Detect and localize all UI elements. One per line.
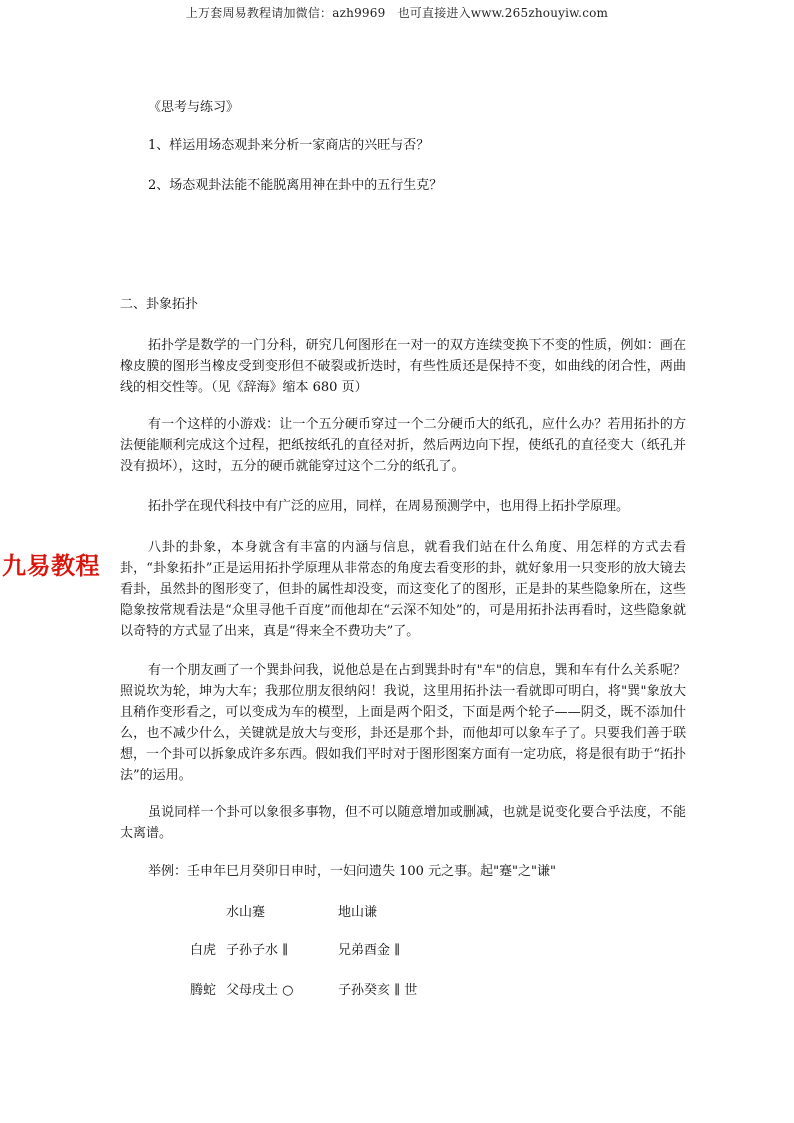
- paragraph-limits: 虽说同样一个卦可以象很多事物，但不可以随意增加或删减，也就是说变化要合乎法度，不能太离谱。: [120, 805, 686, 841]
- paragraph-xun-car: 有一个朋友画了一个巽卦问我，说他总是在占到巽卦时有"车"的信息，巽和车有什么关系呢？照说坎为轮，坤为大车；我那位朋友很纳闷！我说，这里用拓扑法一看就即可明白，将"巽"象放大且稍作变形看之，可以变成为车的模型，上面是两个阳爻，下面是两个轮子——阴爻，既不添加什么，也不减少什么，关键就是放大与变形，卦还是那个卦，而他却可以象车子了。只要我们善于联想，一个卦可以拆象成许多东西。假如我们平时对于图形图案方面有一定功底，将是很有助于“拓扑法”的运用。: [120, 663, 686, 783]
- paragraph-bagua-image: 八卦的卦象，本身就含有丰富的内涵与信息，就看我们站在什么角度、用怎样的方式去看卦，“卦象拓扑”正是运用拓扑学原理从非常态的角度去看变形的卦，就好象用一只变形的放大镜去看卦，虽然卦的图形变了，但卦的属性却没变，而这变化了的图形，正是卦的某些隐象所在，这些隐象按常规看法是“众里寻他千百度”而他却在“云深不知处”的，可是用拓扑法再看时，这些隐象就以奇特的方式显了出来，真是“得来全不费功夫”了。: [120, 540, 686, 639]
- left-hexagram-title: 水山蹇: [226, 905, 266, 920]
- example-line: 举例：壬申年巳月癸卯日申时，一妇问遗失 100 元之事。起"蹇"之"谦": [148, 864, 556, 879]
- exercise-item-2: 2、场态观卦法能不能脱离用神在卦中的五行生克？: [148, 178, 443, 193]
- paragraph-coin-game: 有一个这样的小游戏：让一个五分硬币穿过一个二分硬币大的纸孔，应什么办？若用拓扑的方法便能顺利完成这个过程，把纸按纸孔的直径对折，然后两边向下捏，使纸孔的直径变大（纸孔并没有损坏），这时，五分的硬币就能穿过这个二分的纸孔了。: [120, 417, 686, 474]
- row-1-right-line: 兄弟酉金 ∥: [338, 943, 401, 958]
- row-1-left-line: 子孙子水 ∥: [226, 943, 289, 958]
- exercises-title: 《思考与练习》: [148, 100, 240, 115]
- watermark-logo-text: 九易教程: [2, 552, 100, 580]
- row-1-spirit: 白虎: [190, 943, 217, 958]
- row-2-right-line: 子孙癸亥 ∥ 世: [338, 983, 418, 998]
- section-heading: 二、卦象拓扑: [120, 297, 199, 312]
- paragraph-applications: 拓扑学在现代科技中有广泛的应用，同样，在周易预测学中，也用得上拓扑学原理。: [148, 499, 630, 514]
- row-2-left-line: 父母戌土 ○: [226, 983, 294, 998]
- paragraph-topology-definition: 拓扑学是数学的一门分科，研究几何图形在一对一的双方连续变换下不变的性质，例如：画在橡皮膜的图形当橡皮受到变形但不破裂或折迭时，有些性质还是保持不变，如曲线的闭合性，两曲线的相交性等。（见《辞海》缩本 680 页）: [120, 338, 686, 395]
- row-2-spirit: 腾蛇: [190, 983, 217, 998]
- page-header: 上万套周易教程请加微信：azh9969 也可直接进入www.265zhouyiw.com: [185, 6, 609, 20]
- exercise-item-1: 1、样运用场态观卦来分析一家商店的兴旺与否？: [148, 138, 430, 153]
- right-hexagram-title: 地山谦: [338, 905, 378, 920]
